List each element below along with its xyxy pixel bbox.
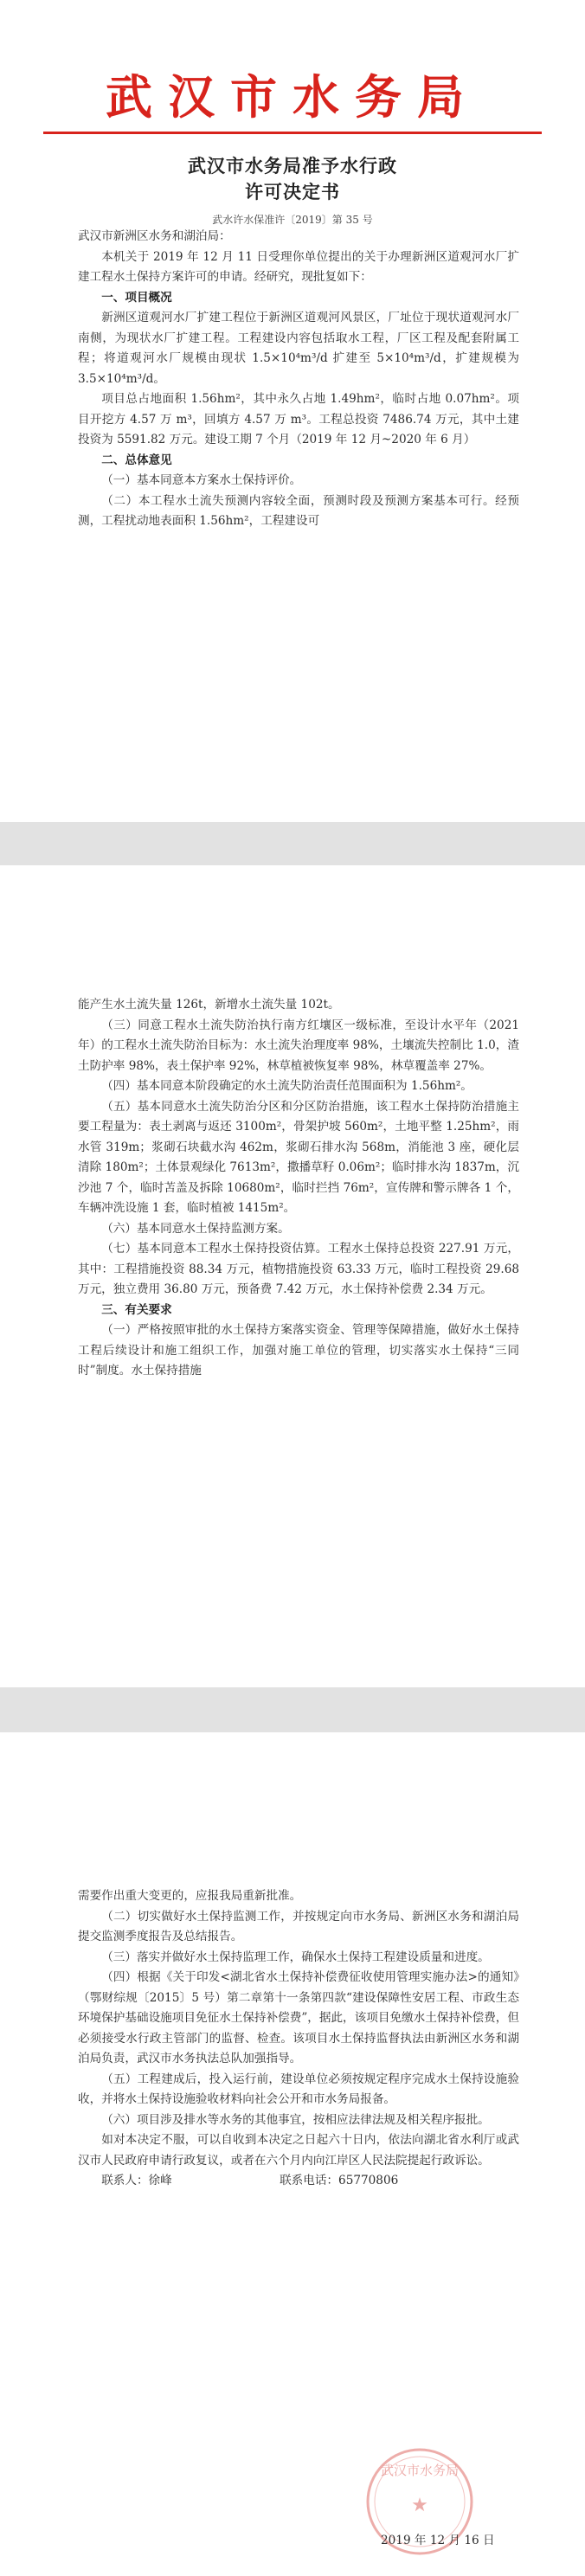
- recipient: 武汉市新洲区水务和湖泊局：: [78, 229, 231, 243]
- opinion-6: （六）基本同意水土保持监测方案。: [101, 1221, 290, 1236]
- doc-title-line-2: 许可决定书: [245, 181, 340, 202]
- issue-date: 2019 年 12 月 16 日: [381, 2534, 495, 2547]
- contact-phone: 联系电话：65770806: [280, 2174, 399, 2187]
- requirement-1: （一）严格按照审批的水土保持方案落实资金、管理等保障措施，做好水土保持工程后续设计和施工组织工作，加强对施工单位的管理，切实落实水土保持“三同时”制度。水土保持措施: [78, 1323, 519, 1378]
- opinion-3: （三）同意工程水土流失防治执行南方红壤区一级标准，至设计水平年（2021 年）的工程水土流失防治目标为：水土流失治理度率 98%，土壤流失控制比 1.0，渣土防护率 98%，表土保护率 92%，林草植被恢复率 98%，林草覆盖率 27%。: [78, 1018, 519, 1073]
- page-3-continued: 需要作出重大变更的，应报我局重新批准。: [78, 1889, 302, 1903]
- overview-paragraph-2: 项目总占地面积 1.56hm²，其中永久占地 1.49hm²，临时占地 0.07hm²。项目开挖方 4.57 万 m³，回填方 4.57 万 m³。工程总投资 7486.74 万元，其中土建投资为 5591.82 万元。建设工期 7 个月（2019 年 12 月~2020 年 6 月）: [78, 392, 519, 446]
- opinion-4: （四）基本同意本阶段确定的水土流失防治责任范围面积为 1.56hm²。: [101, 1079, 472, 1093]
- page-1-body: [78, 227, 519, 532]
- page-3-body: [78, 1886, 519, 2192]
- requirement-6: （六）项目涉及排水等水务的其他事宜，按相应法律法规及相关程序报批。: [101, 2112, 490, 2127]
- page-2-body: [78, 995, 519, 1382]
- requirement-4: （四）根据《关于印发<湖北省水土保持补偿费征收使用管理实施办法>的通知》（鄂财综规〔2015〕5 号）第二章第十一条第四款“建设保障性安居工程、市政生态环境保护基础设施项目免征水土保持补偿费”，据此，该项目免缴水土保持补偿费，但必须接受水行政主管部门的监督、检查。该项目水土保持监督执法由新洲区水务和湖泊局负责，武汉市水务执法总队加强指导。: [78, 1970, 519, 2065]
- opinion-1: （一）基本同意本方案水土保持评价。: [101, 473, 302, 487]
- overview-paragraph-1: 新洲区道观河水厂扩建工程位于新洲区道观河风景区，厂址位于现状道观河水厂南侧，为现状水厂扩建工程。工程建设内容包括取水工程，厂区工程及配套附属工程；将道观河水厂规模由现状 1.5×10⁴m³/d 扩建至 5×10⁴m³/d，扩建规模为 3.5×10⁴m³/d。: [78, 311, 519, 386]
- opinion-2: （二）本工程水土流失预测内容较全面，预测时段及预测方案基本可行。经预测，工程扰动地表面积 1.56hm²，工程建设可: [78, 493, 519, 528]
- red-header-rule: [43, 132, 542, 134]
- org-header-title: 武汉市水务局: [106, 69, 479, 125]
- page-2-continued: 能产生水土流失量 126t，新增水土流失量 102t。: [78, 998, 340, 1012]
- intro-paragraph: 本机关于 2019 年 12 月 11 日受理你单位提出的关于办理新洲区道观河水厂扩建工程水土保持方案许可的申请。经研究，现批复如下：: [78, 249, 519, 284]
- section-1-heading: 一、项目概况: [101, 290, 172, 305]
- seal-text: 武汉市水务局: [380, 2463, 460, 2478]
- appeal-paragraph: 如对本决定不服，可以自收到本决定之日起六十日内，依法向湖北省水利厅或武汉市人民政府申请行政复议，或者在六个月内向江岸区人民法院提起行政诉讼。: [78, 2133, 519, 2168]
- seal-star-icon: ★: [411, 2495, 428, 2516]
- contact-person: 联系人：徐峰: [101, 2174, 172, 2187]
- doc-number: 武水许水保准许〔2019〕第 35 号: [212, 214, 373, 226]
- opinion-7: （七）基本同意本工程水土保持投资估算。工程水土保持总投资 227.91 万元，其中：工程措施投资 88.34 万元，植物措施投资 63.33 万元，临时工程投资 29.68 万元，独立费用 36.80 万元，预备费 7.42 万元，水土保持补偿费 2.34 万元。: [78, 1242, 519, 1296]
- opinion-5: （五）基本同意水土流失防治分区和分区防治措施，该工程水土保持防治措施主要工程量为：表土剥离与返还 3100m²，骨架护坡 560m²，土地平整 1.25hm²，雨水管 319m；浆砌石块截水沟 462m，浆砌石排水沟 568m，消能池 3 座，硬化层清除 180m²；土体景观绿化 7613m²，撒播草籽 0.06m²；临时排水沟 1837m，沉沙池 7 个，临时苫盖及拆除 10680m²，临时拦挡 76m²，宣传牌和警示牌各 1 个，车辆冲洗设施 1 套，临时植被 1415m²。: [78, 1099, 519, 1215]
- requirement-3: （三）落实并做好水土保持监理工作，确保水土保持工程建设质量和进度。: [101, 1950, 490, 1964]
- section-2-heading: 二、总体意见: [101, 453, 172, 467]
- doc-title-line-1: 武汉市水务局准予水行政: [188, 155, 397, 177]
- contact-row: [78, 2171, 519, 2192]
- requirement-2: （二）切实做好水土保持监测工作，并按规定向市水务局、新洲区水务和湖泊局提交监测季度报告及总结报告。: [78, 1909, 519, 1943]
- requirement-5: （五）工程建成后，投入运行前，建设单位必须按规定程序完成水土保持设施验收，并将水土保持设施验收材料向社会公开和市水务局报备。: [78, 2072, 519, 2106]
- section-3-heading: 三、有关要求: [101, 1302, 172, 1317]
